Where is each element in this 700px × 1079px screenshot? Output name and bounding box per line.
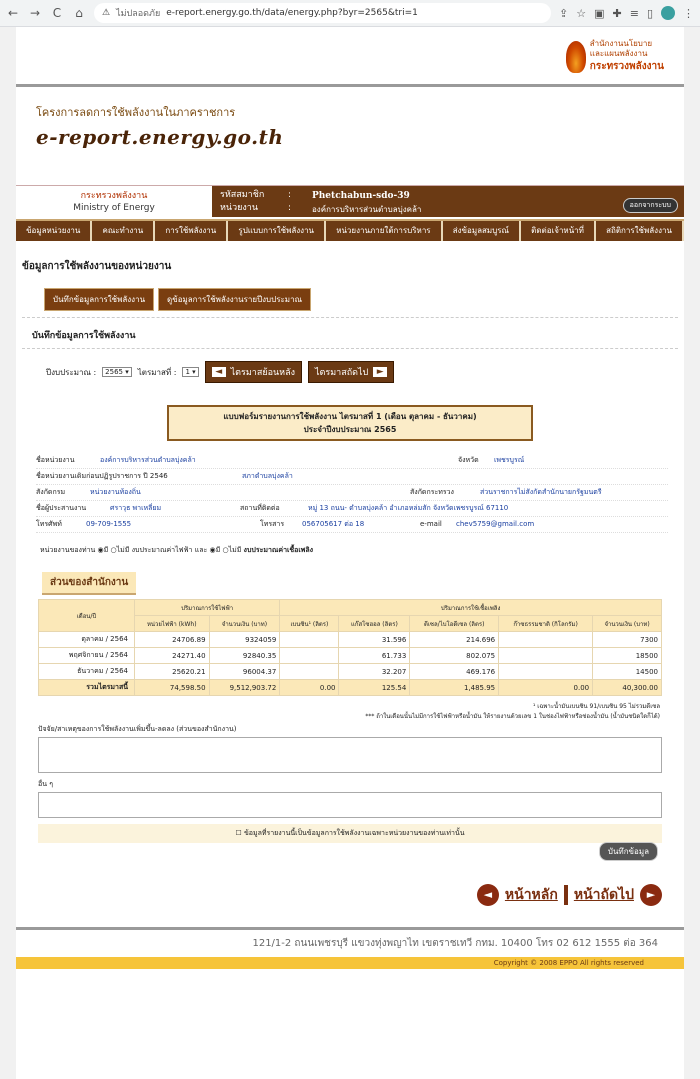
info-row (36, 453, 668, 469)
confirm-checkbox[interactable]: ☐ (235, 829, 242, 837)
table-row (39, 664, 662, 680)
main-nav (16, 219, 684, 241)
cell-gasohol[interactable]: 32.207 (339, 664, 410, 680)
arrow-left-icon: ◄ (212, 367, 226, 377)
cell-diesel[interactable]: 214.696 (410, 632, 499, 648)
cell-ngv[interactable] (499, 664, 593, 680)
next-quarter-label: ไตรมาสถัดไป (315, 368, 369, 378)
site-canvas (16, 27, 684, 1079)
back-icon[interactable]: ← (7, 6, 19, 20)
year-label: ปีงบประมาณ : (46, 367, 97, 377)
puzzle-icon[interactable]: ✚ (612, 6, 622, 20)
cell-kwh[interactable]: 24271.40 (135, 648, 210, 664)
member-id-label: รหัสสมาชิก (220, 190, 265, 200)
month-header: เดือน/ปี (39, 600, 135, 632)
cell-ngv[interactable] (499, 648, 593, 664)
url-text[interactable]: e-report.energy.go.th/data/energy.php?byr=2565&tri=1 (166, 8, 418, 18)
cell-month: ตุลาคม / 2564 (39, 632, 135, 648)
nav-energy-use[interactable]: การใช้พลังงาน (155, 221, 228, 241)
no-label: ไม่มี (228, 546, 242, 554)
share-icon[interactable]: ⇪ (559, 6, 569, 20)
total-kwh: 74,598.50 (135, 680, 210, 696)
form-title-line2: ประจำปีงบประมาณ 2565 (303, 425, 397, 434)
page (0, 27, 700, 1079)
ministry-th: กระทรวงพลังงาน (80, 191, 148, 201)
total-ngv: 0.00 (499, 680, 593, 696)
nav-org-info[interactable]: ข้อมูลหน่วยงาน (16, 221, 92, 241)
footnote-benzin: ¹ เฉพาะน้ำมันเบนซิน 91/เบนซิน 95 ไม่รวมดีเซล (532, 703, 660, 710)
cell-diesel[interactable]: 802.075 (410, 648, 499, 664)
cell-benzin[interactable] (280, 648, 339, 664)
cell-kwh[interactable]: 24706.89 (135, 632, 210, 648)
ministry-row (16, 185, 684, 217)
form-title-line1: แบบฟอร์มรายงานการใช้พลังงาน ไตรมาสที่ 1 (เดือน ตุลาคม - ธันวาคม) (223, 412, 477, 421)
footer-address: 121/1-2 ถนนเพชรบุรี แขวงทุ่งพญาไท เขตราชเทวี กทม. 10400 โทร 02 612 1555 ต่อ 364 (252, 938, 658, 949)
eppo-line2: และแผนพลังงาน (589, 49, 648, 58)
browser-toolbar (0, 0, 700, 27)
nav-stats[interactable]: สถิติการใช้พลังงาน (596, 221, 684, 241)
member-unit-label: หน่วยงาน (220, 203, 259, 213)
tab-bar (16, 274, 684, 311)
reload-icon[interactable]: C (52, 6, 62, 20)
cell-fuel-baht[interactable]: 18500 (593, 648, 662, 664)
eppo-line1: สำนักงานนโยบาย (589, 39, 653, 48)
province-value: เพชรบูรณ์ (494, 456, 525, 464)
total-fuel-baht: 40,300.00 (593, 680, 662, 696)
colon: : (288, 190, 292, 200)
org-info (16, 441, 684, 533)
prev-quarter-label: ไตรมาสย้อนหลัง (230, 368, 296, 378)
budget-radios (16, 533, 684, 556)
total-gasohol: 125.54 (339, 680, 410, 696)
confirm-row (38, 824, 662, 843)
address-value: หมู่ 13 ถนน- ตำบลบุ่งคล้า อำเภอหล่มสัก จังหวัดเพชรบูรณ์ 67110 (308, 504, 509, 512)
cell-elec-baht[interactable]: 9324059 (209, 632, 280, 648)
coordinator-value: ศราวุธ พาเหลี่ยม (110, 504, 162, 512)
pager (477, 884, 662, 906)
profile-avatar[interactable] (661, 6, 675, 20)
ministry-field-value: ส่วนราชการไม่สังกัดสำนักนายกรัฐมนตรี (480, 488, 602, 496)
table-row (39, 648, 662, 664)
eppo-line3: กระทรวงพลังงาน (589, 61, 664, 72)
yes-label: มี (215, 546, 221, 554)
other-textarea[interactable] (38, 792, 662, 818)
ministry-label (16, 186, 212, 217)
quarter-label: ไตรมาสที่ : (137, 367, 177, 377)
tel-value: 09-709-1555 (86, 520, 132, 528)
yes-label: มี (103, 546, 109, 554)
coordinator-label: ชื่อผู้ประสานงาน (36, 504, 87, 512)
info-row (36, 501, 668, 517)
project-header (16, 87, 684, 185)
site-logo: e-report.energy.go.th (36, 125, 284, 149)
section-title: บันทึกข้อมูลการใช้พลังงาน (32, 331, 136, 341)
elec-group-header: ปริมาณการใช้ไฟฟ้า (135, 600, 280, 616)
cell-benzin[interactable] (280, 664, 339, 680)
cell-fuel-baht[interactable]: 7300 (593, 632, 662, 648)
orig-value: สภาตำบลบุ่งคล้า (242, 472, 293, 480)
info-row (36, 485, 668, 501)
nav-submit[interactable]: ส่งข้อมูลสมบูรณ์ (443, 221, 521, 241)
orig-label: ชื่อหน่วยงานเดิมก่อนปฏิรูปราชการ ปี 2546 (36, 472, 168, 480)
dept-value: หน่วยงานท้องถิ่น (90, 488, 141, 496)
top-banner (16, 27, 684, 87)
cell-gasohol[interactable]: 31.596 (339, 632, 410, 648)
col-benzin: เบนซิน¹ (ลิตร) (280, 616, 339, 632)
nav-contact[interactable]: ติดต่อเจ้าหน้าที่ (521, 221, 596, 241)
nav-committee[interactable]: คณะทำงาน (92, 221, 155, 241)
col-elec-baht: จำนวนเงิน (บาท) (209, 616, 280, 632)
arrow-right-icon: ► (373, 367, 387, 377)
col-diesel: ดีเซล/ไบโอดีเซล (ลิตร) (410, 616, 499, 632)
col-kwh: หน่วยไฟฟ้า (kWh) (135, 616, 210, 632)
dept-label: สังกัดกรม (36, 488, 66, 496)
cell-kwh[interactable]: 25620.21 (135, 664, 210, 680)
email-value: chev5759@gmail.com (456, 520, 535, 528)
cell-month: ธันวาคม / 2564 (39, 664, 135, 680)
org-value: องค์การบริหารส่วนตำบลบุ่งคล้า (100, 456, 196, 464)
page-title: ข้อมูลการใช้พลังงานของหน่วยงาน (22, 261, 172, 272)
col-ngv: ก๊าซธรรมชาติ (กิโลกรัม) (499, 616, 593, 632)
footer (16, 927, 684, 969)
period-controls (16, 349, 684, 383)
cell-month: พฤศจิกายน / 2564 (39, 648, 135, 664)
ministry-field-label: สังกัดกระทรวง (410, 488, 454, 496)
tel-label: โทรศัพท์ (36, 520, 62, 528)
tab-yearly[interactable]: ดูข้อมูลการใช้พลังงานรายปีงบประมาณ (158, 288, 311, 311)
cell-gasohol[interactable]: 61.733 (339, 648, 410, 664)
insecure-label: ไม่ปลอดภัย (116, 9, 161, 19)
cell-fuel-baht[interactable]: 14500 (593, 664, 662, 680)
factors-textarea[interactable] (38, 737, 662, 773)
office-section-title: ส่วนของสำนักงาน (42, 572, 136, 595)
eppo-logo (566, 39, 664, 74)
fuel-budget-label: งบประมาณค่าเชื้อเพลิง (243, 546, 314, 554)
email-label: e-mail (420, 520, 442, 528)
fuel-group-header: ปริมาณการใช้เชื้อเพลิง (280, 600, 662, 616)
elec-yes-radio[interactable]: ◉ (97, 546, 104, 554)
cell-benzin[interactable] (280, 632, 339, 648)
prev-quarter-button[interactable] (205, 361, 302, 383)
footer-copyright: Copyright © 2008 EPPO All rights reserved (16, 957, 684, 969)
total-diesel: 1,485.95 (410, 680, 499, 696)
info-row (36, 517, 668, 533)
quarter-value: 1 (185, 368, 190, 376)
save-button[interactable]: บันทึกข้อมูล (599, 842, 658, 861)
tab-record[interactable]: บันทึกข้อมูลการใช้พลังงาน (44, 288, 154, 311)
other-label: อื่น ๆ (38, 780, 53, 788)
nav-energy-pattern[interactable]: รูปแบบการใช้พลังงาน (228, 221, 326, 241)
forward-icon[interactable]: → (29, 6, 41, 20)
media-icon[interactable]: ≡ (629, 6, 639, 20)
col-fuel-baht: จำนวนเงิน (บาท) (593, 616, 662, 632)
member-panel (212, 186, 684, 217)
no-label: ไม่มี (116, 546, 130, 554)
quarter-select[interactable]: 1 ▾ (182, 367, 198, 377)
total-row (39, 680, 662, 696)
member-unit: องค์การบริหารส่วนตำบลบุ่งคล้า (312, 205, 422, 214)
address-bar[interactable] (94, 3, 551, 23)
cell-ngv[interactable] (499, 632, 593, 648)
extension-icon[interactable]: ▣ (594, 6, 605, 20)
total-elec-baht: 9,512,903.72 (209, 680, 280, 696)
project-title: โครงการลดการใช้พลังงานในภาคราชการ (36, 106, 236, 119)
next-quarter-button[interactable] (308, 361, 394, 383)
elec-no-radio[interactable]: ○ (110, 546, 117, 554)
and-label: และ (194, 546, 208, 554)
cell-diesel[interactable]: 469.176 (410, 664, 499, 680)
table-row (39, 632, 662, 648)
flame-icon (566, 41, 586, 73)
col-gasohol: แก๊สโซฮอล (ลิตร) (339, 616, 410, 632)
home-icon[interactable]: ⌂ (75, 6, 83, 20)
org-label: ชื่อหน่วยงาน (36, 456, 75, 464)
cell-elec-baht[interactable]: 92840.35 (209, 648, 280, 664)
elec-budget-label: งบประมาณค่าไฟฟ้า (131, 546, 193, 554)
factors-label: ปัจจัย/สาเหตุของการใช้พลังงานเพิ่มขึ้น-ลดลง (ส่วนของสำนักงาน) (38, 725, 237, 733)
fax-label: โทรสาร (260, 520, 285, 528)
fuel-yes-radio[interactable]: ◉ (209, 546, 216, 554)
province-label: จังหวัด (458, 456, 479, 464)
arrow-left-icon[interactable]: ◄ (477, 884, 499, 906)
extension-bar (559, 6, 694, 20)
form-title (167, 405, 533, 441)
fuel-no-radio[interactable]: ○ (222, 546, 229, 554)
next-page-link[interactable]: หน้าถัดไป (573, 887, 634, 903)
sidepanel-icon[interactable]: ▯ (646, 6, 653, 20)
year-value: 2565 (105, 368, 123, 376)
address-label: สถานที่ติดต่อ (240, 504, 280, 512)
total-benzin: 0.00 (280, 680, 339, 696)
colon: : (288, 203, 292, 213)
warning-icon: ⚠ (102, 8, 111, 18)
home-page-link[interactable]: หน้าหลัก (504, 887, 558, 903)
member-id: Phetchabun-sdo-39 (312, 191, 410, 201)
info-row (36, 469, 668, 485)
year-select[interactable]: 2565 ▾ (102, 367, 132, 377)
fax-value: 056705617 ต่อ 18 (302, 520, 365, 528)
menu-icon[interactable]: ⋮ (683, 6, 694, 20)
cell-elec-baht[interactable]: 96004.37 (209, 664, 280, 680)
total-label: รวมไตรมาสนี้ (39, 680, 135, 696)
confirm-label: ข้อมูลที่รายงานนี้เป็นข้อมูลการใช้พลังงานเฉพาะหน่วยงานของท่านเท่านั้น (243, 829, 465, 837)
footnote-warning: *** ถ้าในเดือนนั้นไม่มีการใช้ไฟฟ้าหรือน้ำมัน ให้รายงานด้วยเลข 1 ในช่องไฟฟ้าหรือช่องน้ำมัน (น้ำมันชนิดใดก็ได้) (365, 713, 660, 720)
nav-sub-units[interactable]: หน่วยงานภายใต้การบริหาร (326, 221, 443, 241)
star-icon[interactable]: ☆ (576, 6, 587, 20)
pager-divider (564, 885, 568, 905)
logout-button[interactable]: ออกจากระบบ (623, 198, 678, 213)
budget-prefix: หน่วยงานของท่าน (40, 546, 96, 554)
arrow-right-icon[interactable]: ► (640, 884, 662, 906)
energy-table (38, 599, 662, 696)
ministry-en: Ministry of Energy (73, 203, 155, 213)
